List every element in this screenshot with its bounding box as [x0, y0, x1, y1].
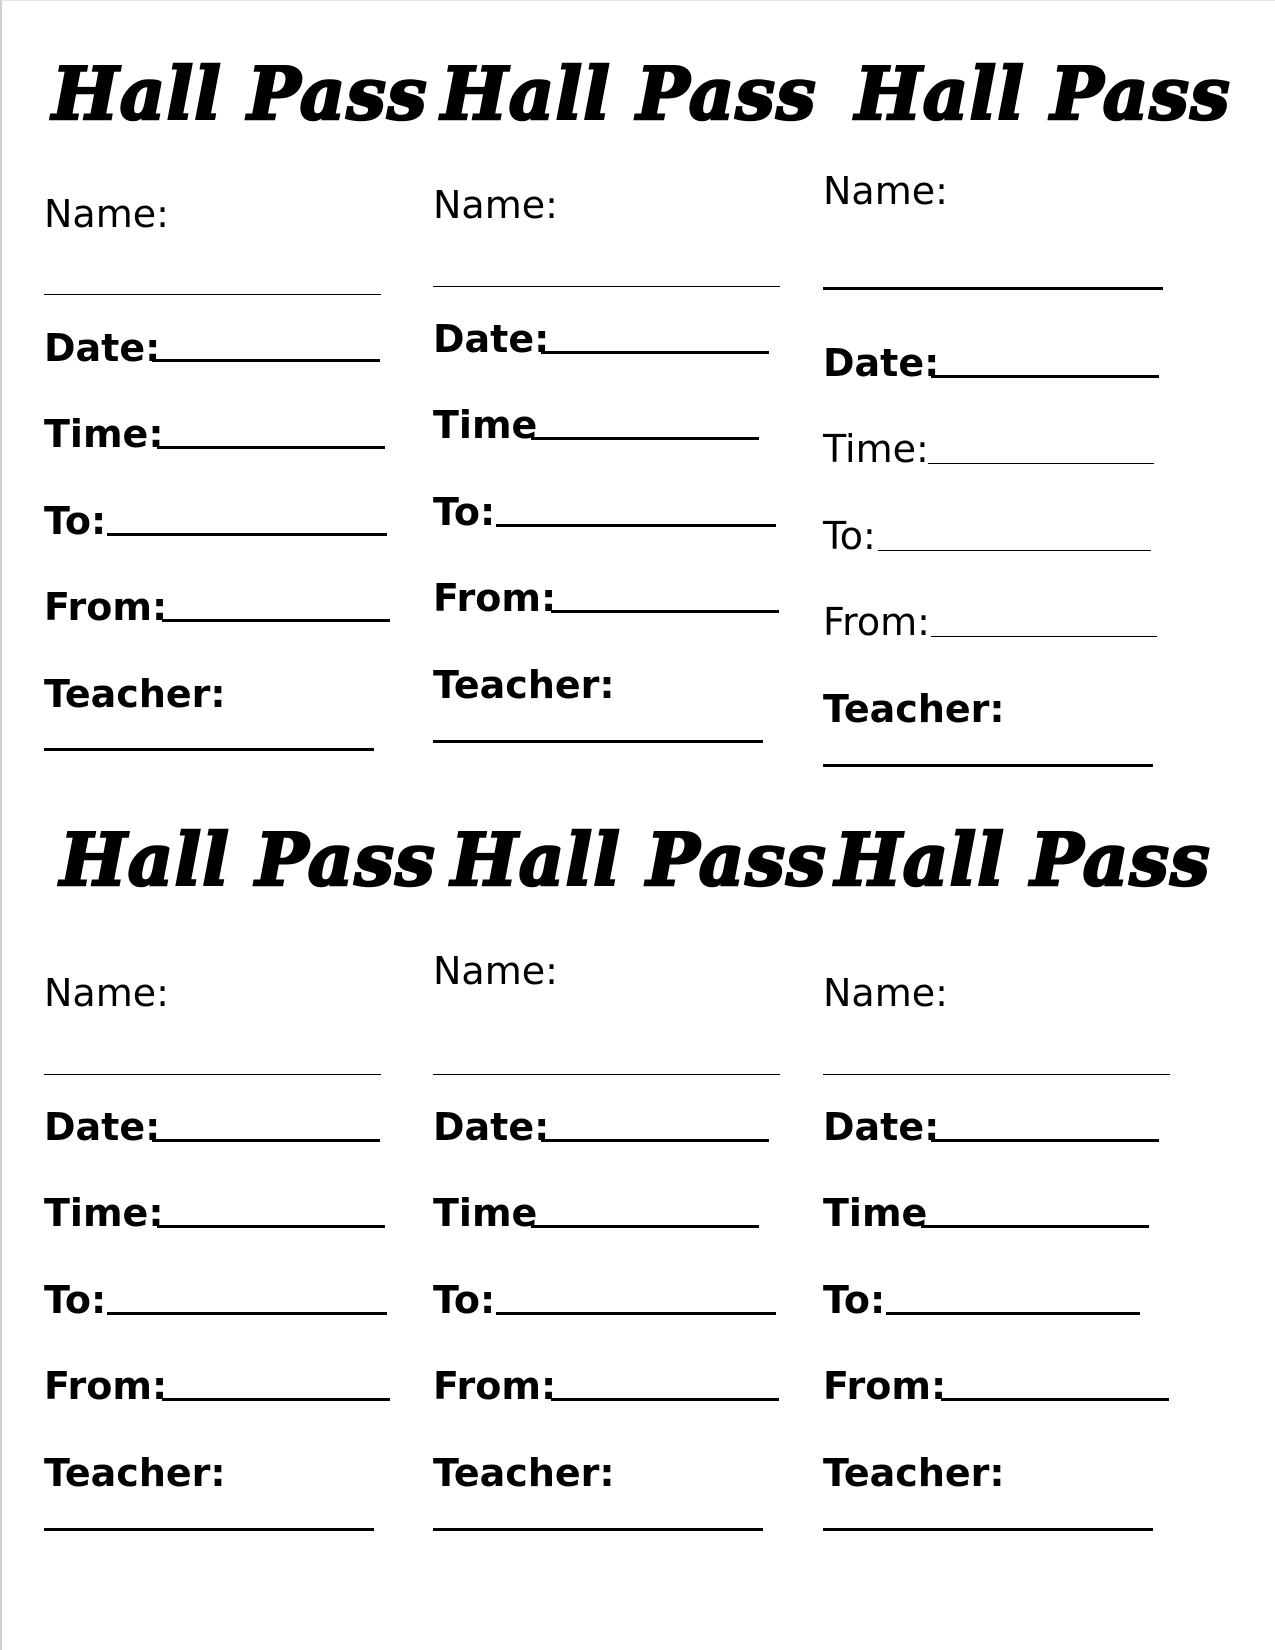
date-line[interactable]	[931, 375, 1159, 378]
pass-title: Hall Pass	[835, 817, 1211, 902]
date-line[interactable]	[541, 1139, 769, 1142]
from-line[interactable]	[162, 1398, 390, 1401]
teacher-label: Teacher:	[44, 672, 226, 716]
time-label: Time:	[44, 1191, 164, 1235]
name-label: Name:	[433, 183, 558, 227]
pass-title: Hall Pass	[441, 51, 817, 136]
from-label: From:	[44, 585, 168, 629]
from-line[interactable]	[551, 610, 779, 613]
teacher-label: Teacher:	[433, 663, 615, 707]
hall-pass-3	[823, 51, 1231, 838]
to-line[interactable]	[886, 1312, 1140, 1315]
date-line[interactable]	[931, 1139, 1159, 1142]
to-label: To:	[44, 499, 107, 543]
teacher-line[interactable]	[44, 1528, 374, 1531]
teacher-label: Teacher:	[823, 1451, 1005, 1495]
teacher-line[interactable]	[44, 748, 374, 751]
time-line[interactable]	[928, 463, 1154, 464]
pass-title: Hall Pass	[52, 51, 428, 136]
date-line[interactable]	[152, 1139, 380, 1142]
from-line[interactable]	[162, 619, 390, 622]
date-label: Date:	[44, 1105, 161, 1149]
from-line[interactable]	[941, 1398, 1169, 1401]
name-line[interactable]	[433, 286, 780, 287]
pass-title: Hall Pass	[60, 817, 436, 902]
teacher-label: Teacher:	[823, 687, 1005, 731]
pass-title: Hall Pass	[451, 817, 827, 902]
pass-title: Hall Pass	[855, 51, 1231, 136]
time-label: Time	[823, 1191, 928, 1235]
from-label: From:	[823, 1364, 947, 1408]
date-label: Date:	[823, 1105, 940, 1149]
name-label: Name:	[823, 971, 948, 1015]
name-label: Name:	[44, 192, 169, 236]
from-line[interactable]	[931, 636, 1157, 637]
date-label: Date:	[823, 341, 940, 385]
name-line[interactable]	[44, 1074, 381, 1075]
date-label: Date:	[44, 326, 161, 370]
hall-pass-1	[44, 51, 428, 838]
time-line[interactable]	[157, 446, 385, 449]
to-line[interactable]	[878, 550, 1151, 551]
name-line[interactable]	[433, 1074, 780, 1075]
teacher-line[interactable]	[823, 764, 1153, 767]
hall-pass-6	[823, 817, 1211, 1604]
to-line[interactable]	[496, 1312, 776, 1315]
from-label: From:	[823, 600, 930, 644]
hall-pass-2	[433, 51, 817, 838]
time-label: Time:	[44, 412, 164, 456]
name-label: Name:	[823, 169, 948, 213]
date-label: Date:	[433, 317, 550, 361]
teacher-line[interactable]	[433, 1528, 763, 1531]
time-line[interactable]	[531, 437, 759, 440]
time-line[interactable]	[157, 1225, 385, 1228]
date-label: Date:	[433, 1105, 550, 1149]
teacher-label: Teacher:	[44, 1451, 226, 1495]
to-label: To:	[433, 490, 496, 534]
from-label: From:	[433, 1364, 557, 1408]
to-line[interactable]	[107, 533, 387, 536]
from-line[interactable]	[551, 1398, 779, 1401]
to-line[interactable]	[107, 1312, 387, 1315]
time-line[interactable]	[921, 1225, 1149, 1228]
teacher-line[interactable]	[433, 740, 763, 743]
name-line[interactable]	[823, 287, 1163, 290]
from-label: From:	[433, 576, 557, 620]
time-label: Time	[433, 1191, 538, 1235]
date-line[interactable]	[541, 351, 769, 354]
teacher-line[interactable]	[823, 1528, 1153, 1531]
name-line[interactable]	[44, 294, 381, 295]
hall-pass-5	[433, 817, 827, 1604]
date-line[interactable]	[152, 359, 380, 362]
time-label: Time:	[823, 427, 929, 471]
name-label: Name:	[44, 971, 169, 1015]
to-label: To:	[44, 1278, 107, 1322]
to-line[interactable]	[496, 524, 776, 527]
time-line[interactable]	[531, 1225, 759, 1228]
to-label: To:	[823, 1278, 886, 1322]
to-label: To:	[823, 514, 876, 558]
from-label: From:	[44, 1364, 168, 1408]
teacher-label: Teacher:	[433, 1451, 615, 1495]
name-label: Name:	[433, 949, 558, 993]
time-label: Time	[433, 403, 538, 447]
to-label: To:	[433, 1278, 496, 1322]
name-line[interactable]	[823, 1074, 1170, 1075]
hall-pass-4	[44, 817, 436, 1604]
